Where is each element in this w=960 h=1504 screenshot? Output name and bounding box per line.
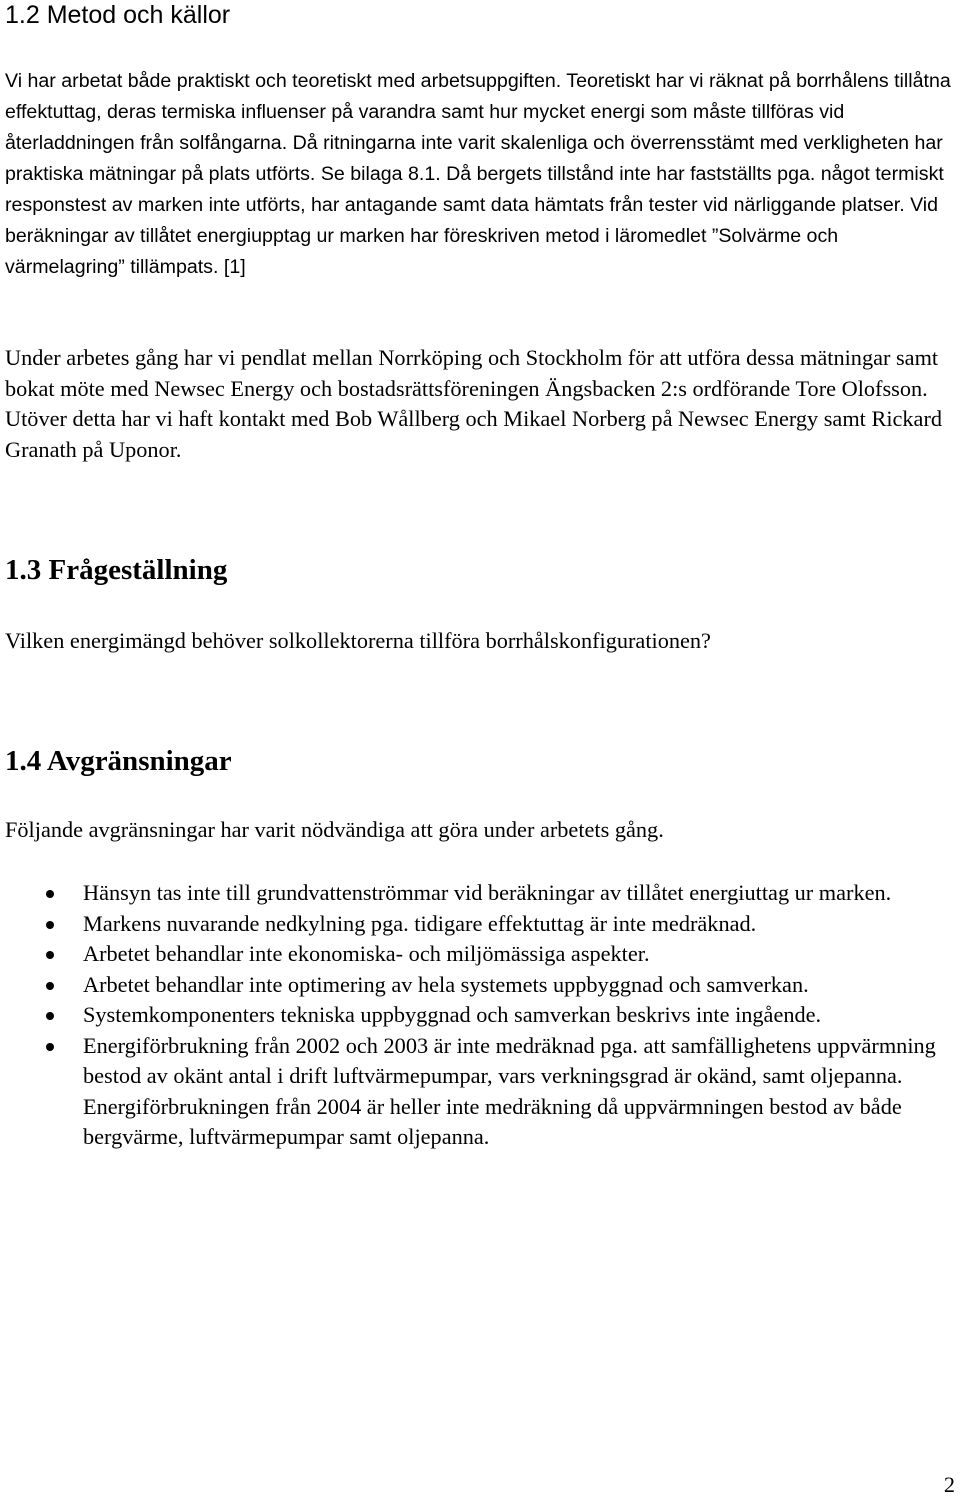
bullet-icon	[46, 1043, 54, 1051]
bullet-icon	[46, 921, 54, 929]
list-item	[0, 878, 958, 909]
section-heading-metod-och-kallor: 1.2 Metod och källor	[5, 1, 231, 29]
page-number: 2	[943, 1472, 955, 1497]
list-item	[0, 939, 958, 970]
paragraph-metod: Vi har arbetat både praktiskt och teoretiskt med arbetsuppgiften. Teoretiskt har vi räknat på borrhålens tillåtna effektuttag, deras termiska influenser på varandra samt hur mycket energi som måste tillföras vid återladdningen från solfångarna. Då ritningarna inte varit skalenliga och överrensstämt med verkligheten har praktiska mätningar på plats utförts. Se bilaga 8.1. Då bergets tillstånd inte har fastställts pga. något termiskt responstest av marken inte utförts, har antagande samt data hämtats från tester vid närliggande platser. Vid beräkningar av tillåtet energiupptag ur marken har föreskriven metod i läromedlet ”Solvärme och värmelagring” tillämpats. [1]	[5, 70, 951, 278]
list-item-text: Arbetet behandlar inte optimering av hela systemets uppbyggnad och samverkan.	[83, 971, 809, 997]
bullet-icon	[46, 890, 54, 898]
avgransningar-list	[0, 878, 960, 1153]
section-heading-fragestallning: 1.3 Frågeställning	[5, 554, 228, 586]
paragraph-fragestallning: Vilken energimängd behöver solkollektorerna tillföra borrhålskonfigurationen?	[5, 628, 711, 653]
bullet-icon	[46, 982, 54, 990]
list-item-text: Systemkomponenters tekniska uppbyggnad och samverkan beskrivs inte ingående.	[83, 1002, 822, 1027]
list-item-text: Markens nuvarande nedkylning pga. tidigare effektuttag är inte medräknad.	[83, 910, 757, 936]
paragraph-avgransningar-intro: Följande avgränsningar har varit nödvändiga att göra under arbetets gång.	[5, 817, 664, 842]
section-heading-avgransningar: 1.4 Avgränsningar	[5, 745, 232, 777]
list-item	[0, 1031, 958, 1153]
list-item-text: Arbetet behandlar inte ekonomiska- och miljömässiga aspekter.	[83, 941, 650, 966]
list-item-text: Hänsyn tas inte till grundvattenströmmar vid beräkningar av tillåtet energiuttag ur marken.	[83, 880, 892, 905]
list-item	[0, 1000, 958, 1031]
list-item	[0, 909, 958, 940]
paragraph-arbetsgang: Under arbetes gång har vi pendlat mellan Norrköping och Stockholm för att utföra dessa mätningar samt bokat möte med Newsec Energy och bostadsrättsföreningen Ängsbacken 2:s ordförande Tore Olofsson. Utöver detta har vi haft kontakt med Bob Wållberg och Mikael Norberg på Newsec Energy samt Rickard Granath på Uponor.	[5, 345, 943, 462]
list-item-text: Energiförbrukning från 2002 och 2003 är inte medräknad pga. att samfällighetens uppvärmning bestod av okänt antal i drift luftvärmepumpar, vars verkningsgrad är okänd, samt oljepanna. Energiförbrukningen från 2004 är heller inte medräkning då uppvärmningen bestod av både bergvärme, luftvärmepumpar samt oljepanna.	[83, 1032, 936, 1149]
bullet-icon	[46, 1012, 54, 1020]
list-item	[0, 970, 958, 1001]
bullet-icon	[46, 951, 54, 959]
